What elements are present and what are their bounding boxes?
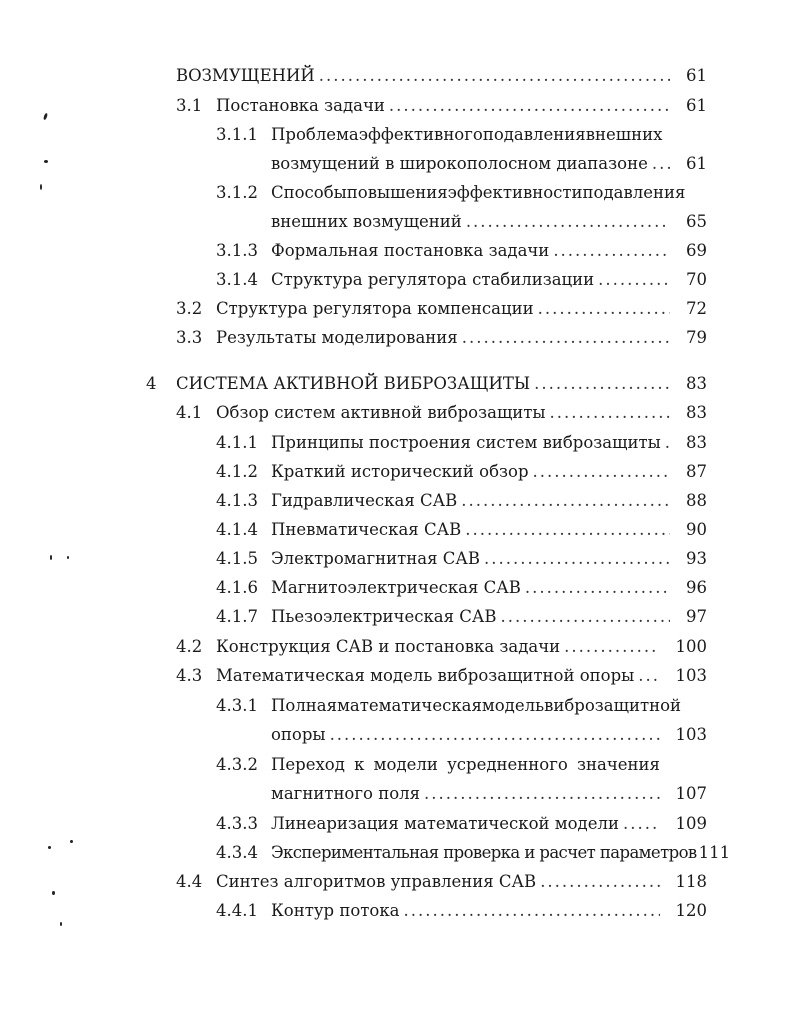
section-number: 4.3.4 [216,843,258,862]
scan-speck [40,184,42,190]
title-word: модели [373,755,438,774]
section-number: 3.1.2 [216,183,258,202]
dot-leader [389,96,670,115]
toc-entry-4-1-4 [271,520,707,544]
toc-entry-3-1 [216,96,707,120]
toc-entry-3-2 [216,299,707,323]
entry-page: 103 [675,725,707,744]
entry-title: Краткий исторический обзор [271,462,529,481]
section-number: 4.4 [176,872,203,891]
entry-page: 83 [686,403,707,422]
section-number: 3.1.3 [216,241,258,260]
entry-title: Синтез алгоритмов управления САВ [216,872,537,891]
entry-title-line1 [271,696,682,715]
toc-entry-4-4 [216,872,707,896]
entry-title: Пневматическая САВ [271,520,462,539]
entry-title: Контур потока [271,901,400,920]
entry-title-line2: опоры [271,725,326,744]
section-number: 4.3.1 [216,696,258,715]
dot-leader [665,433,670,452]
toc-entry-3-3 [216,328,707,352]
dot-leader [534,374,670,393]
dot-leader [623,814,660,833]
title-word: математическая [337,696,482,715]
entry-title-line2: магнитного поля [271,784,421,803]
toc-entry-4-1-5 [271,549,707,573]
entry-page: 72 [686,299,707,318]
entry-title-line2: внешних возмущений [271,212,462,231]
dot-leader [598,270,670,289]
entry-title-line2: возмущений в широкополосном диапазоне [271,154,648,173]
section-number: 4.1.4 [216,520,258,539]
entry-title-line1 [271,183,686,202]
title-word: подавления [582,183,686,202]
dot-leader [424,784,659,803]
entry-title: Гидравлическая САВ [271,491,458,510]
toc-entry-4-1-3 [271,491,707,515]
title-word: Проблема [271,125,359,144]
entry-title-line1 [271,755,660,774]
section-number: 3.2 [176,299,203,318]
entry-title: Пьезоэлектрическая САВ [271,607,497,626]
dot-leader [540,872,659,891]
entry-page: 61 [686,66,707,85]
section-number: 3.3 [176,328,203,347]
entry-page: 88 [686,491,707,510]
title-word: Способы [271,183,347,202]
section-number: 3.1.4 [216,270,258,289]
entry-title: Линеаризация математической модели [271,814,619,833]
entry-title: Структура регулятора компенсации [216,299,534,318]
title-word: Полная [271,696,338,715]
toc-entry-4-1-1 [271,433,707,457]
entry-page: 100 [675,637,707,656]
entry-title: Формальная постановка задачи [271,241,550,260]
entry-page: 96 [686,578,707,597]
section-number: 4.1.5 [216,549,258,568]
entry-title: Конструкция САВ и постановка задачи [216,637,561,656]
section-number: 4.1.1 [216,433,258,452]
dot-leader [319,66,670,85]
dot-leader [462,328,670,347]
dot-leader [564,637,659,656]
scan-speck [67,556,69,559]
dot-leader [465,520,670,539]
title-word: значения [577,755,660,774]
section-number: 4.3.3 [216,814,258,833]
title-word: повышения [346,183,448,202]
scan-speck [48,846,51,849]
chapter-number: 4 [146,374,157,393]
title-word: Переход [271,755,345,774]
section-number: 4.1.7 [216,607,258,626]
entry-page: 65 [686,212,707,231]
scan-speck [43,113,48,121]
entry-title: Экспериментальная проверка и расчет параметров [271,843,697,862]
section-number: 4.3.2 [216,755,258,774]
dot-leader [501,607,670,626]
section-number: 4.1.3 [216,491,258,510]
title-word: эффективности [447,183,583,202]
entry-page: 109 [675,814,707,833]
dot-leader [550,403,670,422]
toc-entry-4-1-2 [271,462,707,486]
entry-title: Обзор систем активной виброзащиты [216,403,546,422]
entry-title: Принципы построения систем виброзащиты [271,433,661,452]
entry-page: 93 [686,549,707,568]
toc-entry-4-3-1 [271,725,707,749]
title-word: виброзащитной [544,696,682,715]
section-number: 4.1 [176,403,203,422]
scan-speck [44,160,48,163]
title-word: эффективного [358,125,483,144]
entry-title: Результаты моделирования [216,328,458,347]
section-number: 4.1.6 [216,578,258,597]
dot-leader [638,666,659,685]
section-number: 4.3 [176,666,203,685]
section-number: 4.4.1 [216,901,258,920]
toc-entry-4-3-4 [271,843,731,867]
title-word: усредненного [447,755,568,774]
toc-entry-3-1-3 [271,241,707,265]
dot-leader [553,241,670,260]
toc-entry-4-1 [216,403,707,427]
entry-title: ВОЗМУЩЕНИЙ [176,66,315,85]
entry-page: 83 [686,374,707,393]
title-word: модель [481,696,545,715]
title-word: подавления [482,125,586,144]
title-word: к [354,755,365,774]
entry-page: 120 [675,901,707,920]
dot-leader [652,154,670,173]
toc-entry-4-2 [216,637,707,661]
entry-page: 107 [675,784,707,803]
entry-page: 79 [686,328,707,347]
entry-title: Магнитоэлектрическая САВ [271,578,521,597]
toc-entry-3-1-1 [271,154,707,178]
entry-title-line1 [271,125,663,144]
toc-entry-3-1-2 [271,212,707,236]
section-number: 3.1.1 [216,125,258,144]
toc-entry-3-1-4 [271,270,707,294]
dot-leader [538,299,670,318]
entry-title: Электромагнитная САВ [271,549,480,568]
section-number: 4.1.2 [216,462,258,481]
dot-leader [466,212,670,231]
entry-page: 61 [686,96,707,115]
dot-leader [330,725,660,744]
dot-leader [461,491,670,510]
toc-entry-4-3-3 [271,814,707,838]
entry-page: 103 [675,666,707,685]
toc-entry-4-1-6 [271,578,707,602]
toc-entry-4-1-7 [271,607,707,631]
entry-page: 61 [686,154,707,173]
scan-speck [70,840,73,843]
dot-leader [484,549,670,568]
entry-page: 70 [686,270,707,289]
entry-title: СИСТЕМА АКТИВНОЙ ВИБРОЗАЩИТЫ [176,374,531,393]
entry-page: 111 [698,843,731,862]
entry-title: Математическая модель виброзащитной опоры [216,666,635,685]
toc-entry-4-4-1 [271,901,707,925]
toc-entry-4-3 [216,666,707,690]
entry-page: 90 [686,520,707,539]
section-number: 4.2 [176,637,203,656]
dot-leader [533,462,670,481]
entry-title: Постановка задачи [216,96,385,115]
entry-page: 87 [686,462,707,481]
title-word: внешних [585,125,663,144]
dot-leader [404,901,660,920]
toc-entry-4-3-2 [271,784,707,808]
dot-leader [525,578,670,597]
toc-entry-chapter3-cont [176,66,707,90]
entry-page: 118 [675,872,707,891]
scan-speck [60,922,62,926]
toc-entry-chapter4 [176,374,707,398]
scan-speck [50,555,52,560]
entry-page: 69 [686,241,707,260]
section-number: 3.1 [176,96,203,115]
entry-page: 97 [686,607,707,626]
entry-page: 83 [686,433,707,452]
entry-title: Структура регулятора стабилизации [271,270,595,289]
scan-speck [52,891,55,895]
